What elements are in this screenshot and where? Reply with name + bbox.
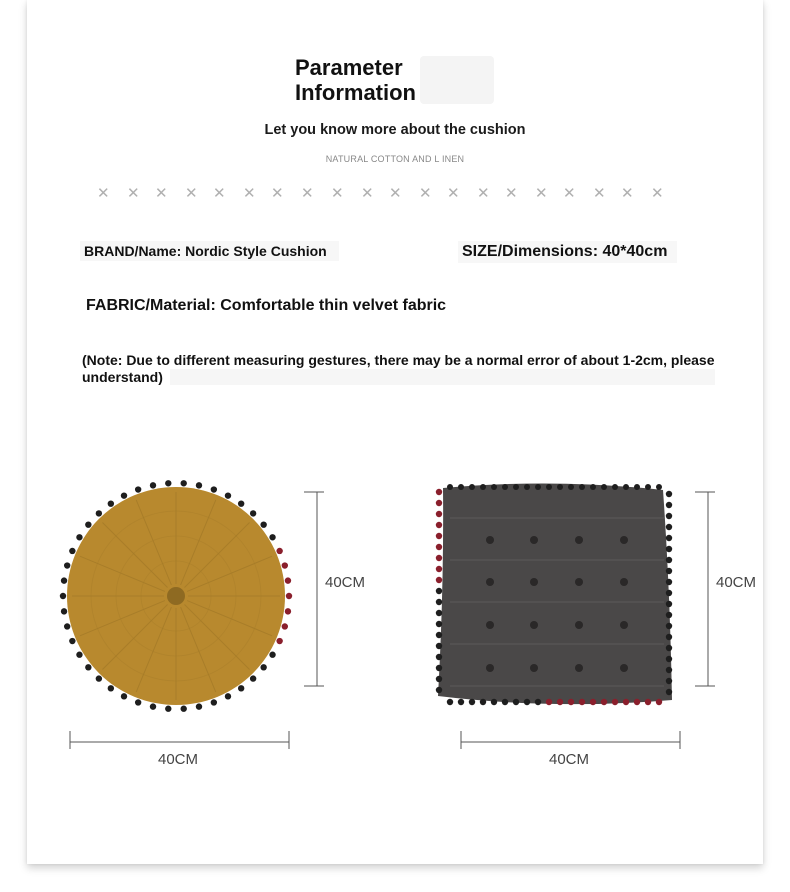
divider-cross-icon: ✕ [593, 184, 606, 202]
brand-spec: BRAND/Name: Nordic Style Cushion [80, 241, 339, 261]
divider-cross-icon: ✕ [361, 184, 374, 202]
divider-cross-icon: ✕ [651, 184, 664, 202]
divider-cross-icon: ✕ [535, 184, 548, 202]
tagline: NATURAL COTTON AND L INEN [325, 154, 465, 164]
divider-cross-icon: ✕ [97, 184, 110, 202]
divider-cross-icon: ✕ [331, 184, 344, 202]
divider-cross-icon: ✕ [127, 184, 140, 202]
subtitle: Let you know more about the cushion [264, 122, 526, 138]
divider-cross-icon: ✕ [271, 184, 284, 202]
round-height-label: 40CM [325, 574, 366, 591]
square-height-label: 40CM [716, 574, 757, 591]
divider-cross-icon: ✕ [477, 184, 490, 202]
divider-cross-icon: ✕ [213, 184, 226, 202]
title-line-1: Parameter [295, 55, 403, 80]
square-width-label: 40CM [549, 751, 590, 768]
divider-cross-icon: ✕ [243, 184, 256, 202]
round-width-label: 40CM [158, 751, 199, 768]
divider-cross-icon: ✕ [447, 184, 460, 202]
divider-cross-icon: ✕ [185, 184, 198, 202]
divider-cross-icon: ✕ [621, 184, 634, 202]
divider-cross-icon: ✕ [563, 184, 576, 202]
size-spec: SIZE/Dimensions: 40*40cm [458, 241, 677, 263]
cross-divider [90, 184, 690, 204]
measurement-note: (Note: Due to different measuring gestures, there may be a normal error of about 1-2cm, please understand) [82, 352, 715, 385]
divider-cross-icon: ✕ [505, 184, 518, 202]
title-line-2: Information [295, 80, 416, 105]
divider-cross-icon: ✕ [155, 184, 168, 202]
fabric-spec: FABRIC/Material: Comfortable thin velvet fabric [82, 295, 450, 317]
divider-cross-icon: ✕ [419, 184, 432, 202]
divider-cross-icon: ✕ [301, 184, 314, 202]
page-title [295, 55, 495, 105]
divider-cross-icon: ✕ [389, 184, 402, 202]
dimension-lines [0, 480, 790, 760]
